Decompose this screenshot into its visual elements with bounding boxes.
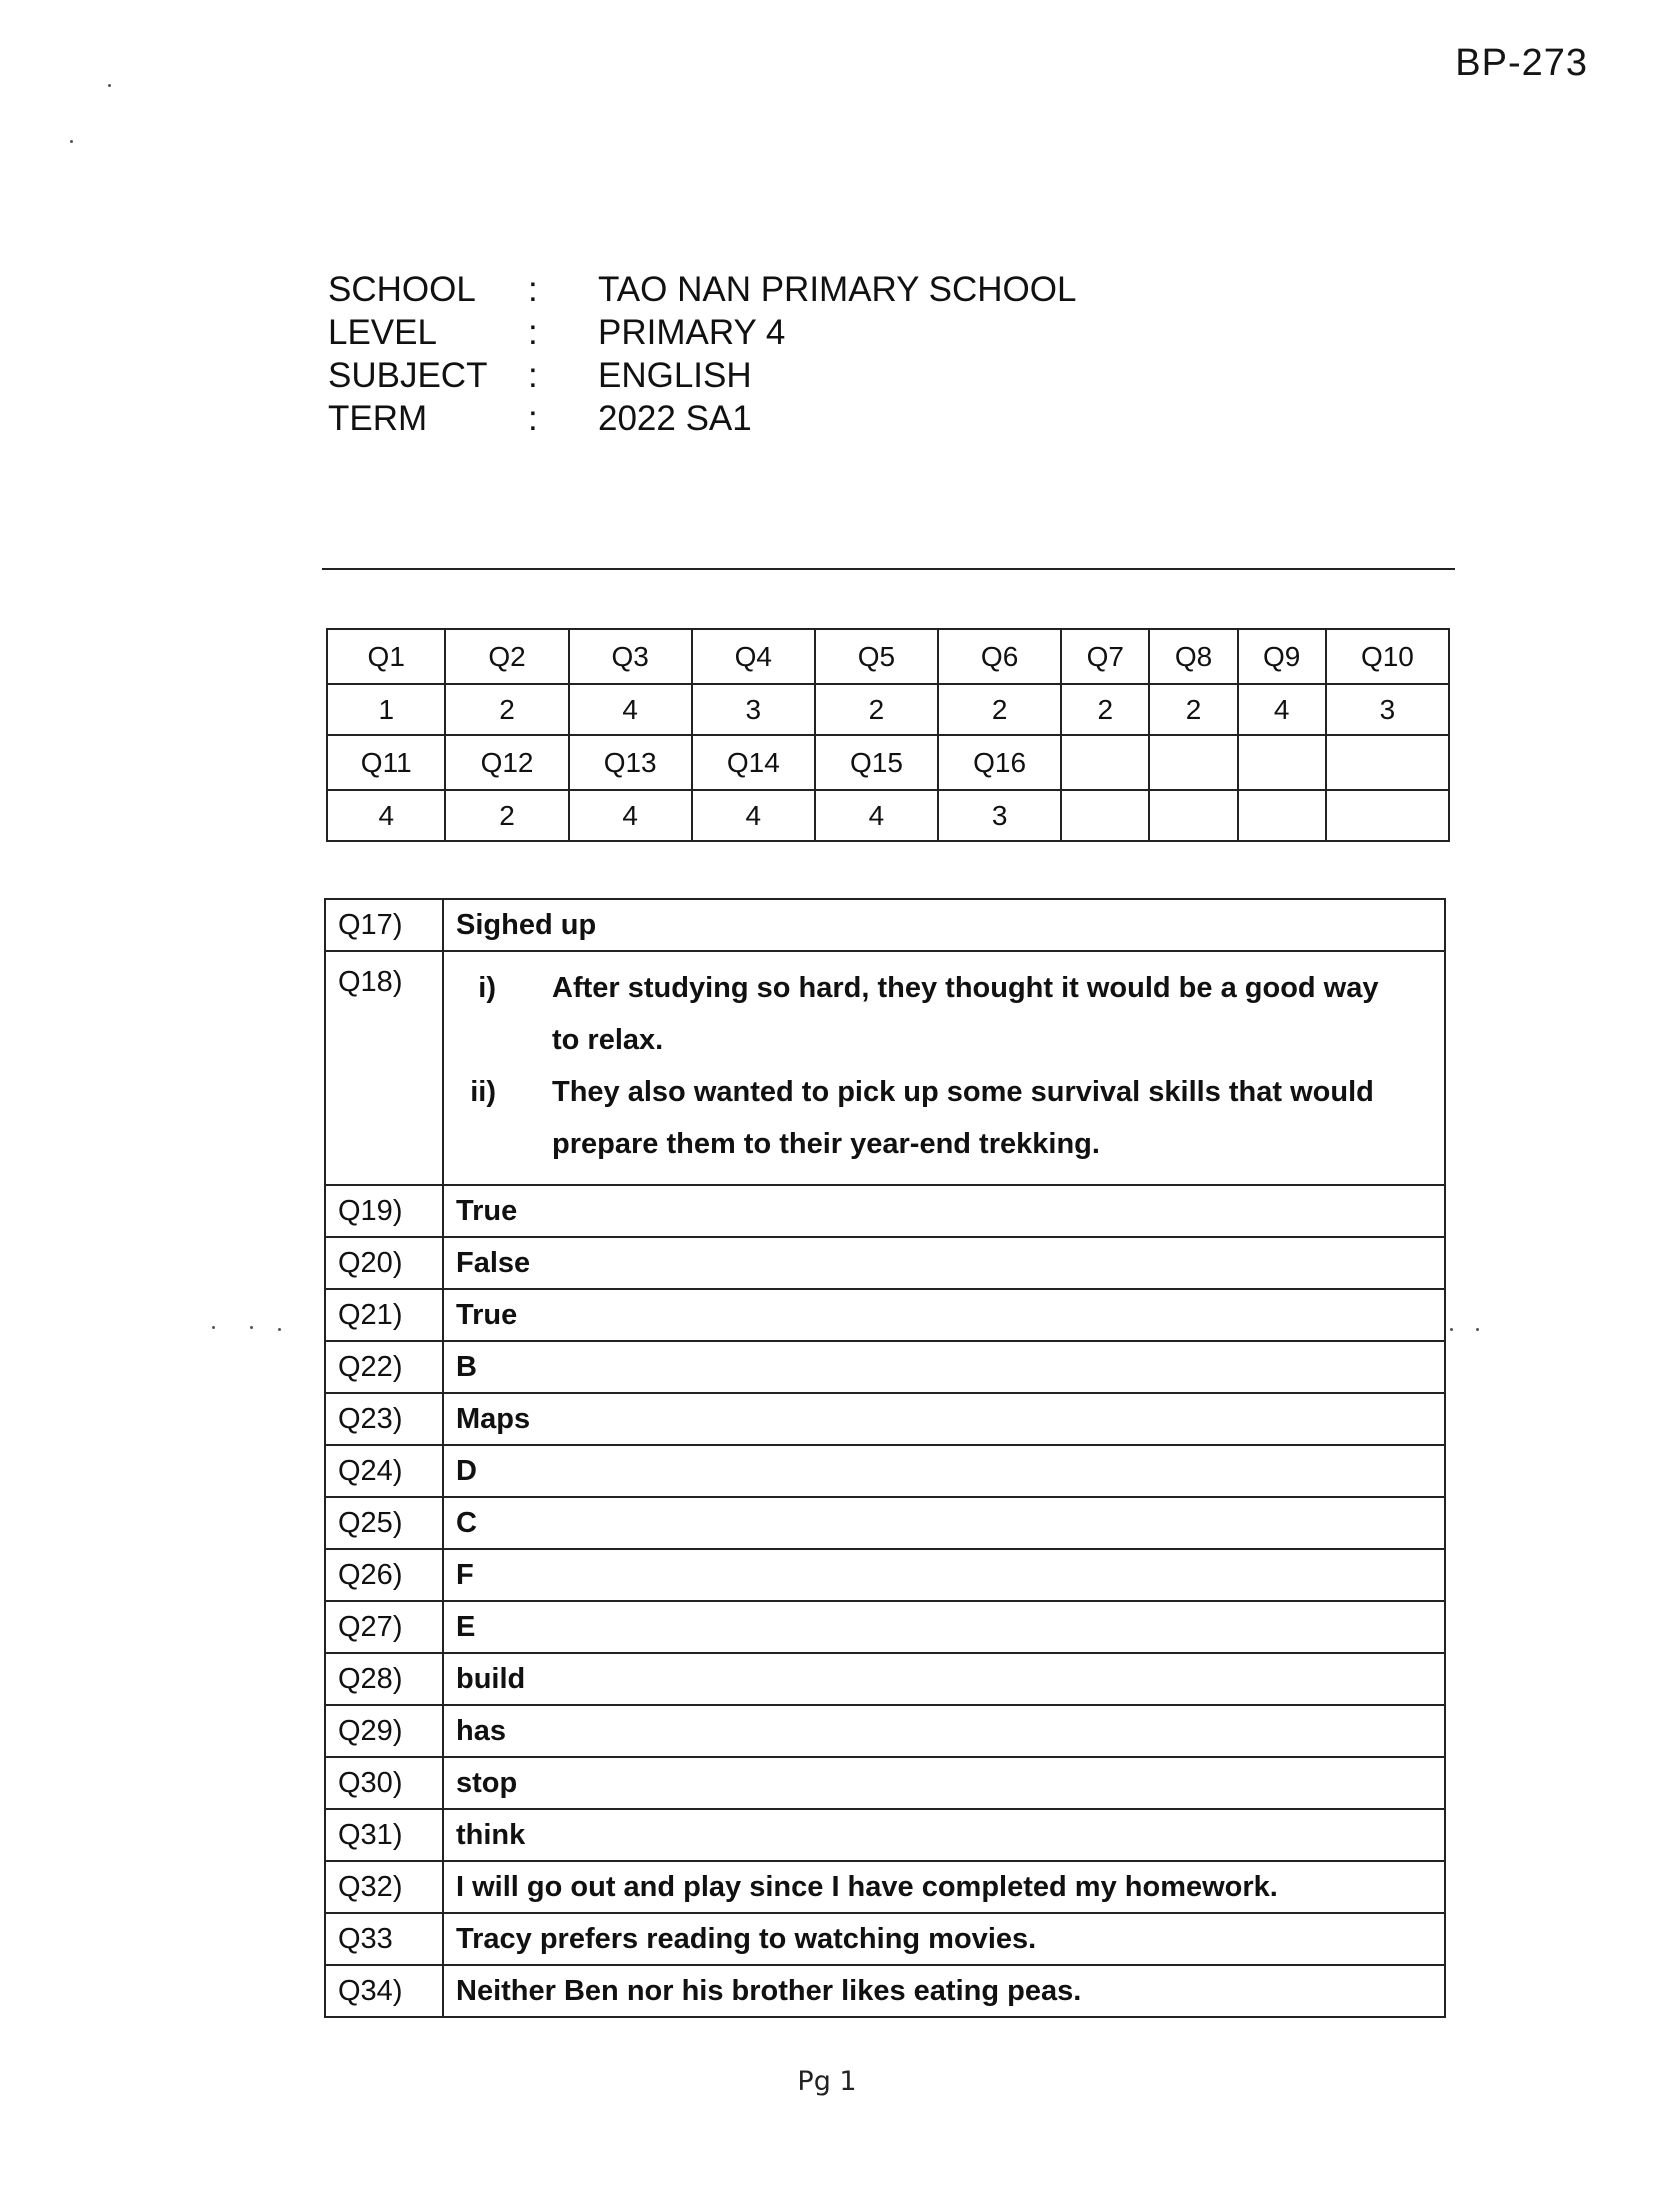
page-number: Pg 1 — [797, 2066, 857, 2097]
scan-speck — [212, 1326, 215, 1329]
question-number: Q20) — [325, 1237, 443, 1289]
mcq-question-cell — [1326, 735, 1449, 790]
header-colon: : — [528, 269, 538, 309]
scan-speck — [1476, 1328, 1479, 1331]
mcq-question-row — [327, 735, 1449, 790]
header-label: SUBJECT — [328, 355, 488, 395]
mcq-answer-cell: 2 — [815, 684, 938, 735]
mcq-question-cell: Q14 — [692, 735, 815, 790]
answer-cell: Tracy prefers reading to watching movies. — [443, 1913, 1445, 1965]
question-number: Q27) — [325, 1601, 443, 1653]
mcq-question-cell: Q10 — [1326, 629, 1449, 684]
open-answer-table — [324, 898, 1446, 2018]
question-number: Q22) — [325, 1341, 443, 1393]
mcq-answer-cell: 3 — [692, 684, 815, 735]
exam-header — [328, 268, 1076, 440]
answer-cell: F — [443, 1549, 1445, 1601]
answer-cell: Neither Ben nor his brother likes eating peas. — [443, 1965, 1445, 2017]
header-colon: : — [528, 398, 538, 438]
question-number: Q29) — [325, 1705, 443, 1757]
mcq-question-cell — [1238, 735, 1326, 790]
answer-row — [325, 1705, 1445, 1757]
mcq-answer-cell — [1149, 790, 1237, 841]
answer-cell: False — [443, 1237, 1445, 1289]
mcq-question-cell: Q6 — [938, 629, 1061, 684]
mcq-question-cell: Q12 — [445, 735, 568, 790]
sub-answer — [456, 962, 1444, 1066]
document-code: BP-273 — [1455, 42, 1588, 84]
mcq-question-cell: Q5 — [815, 629, 938, 684]
mcq-answer-cell: 4 — [327, 790, 445, 841]
mcq-answer-cell: 2 — [938, 684, 1061, 735]
header-label: TERM — [328, 398, 428, 438]
mcq-question-cell — [1149, 735, 1237, 790]
answer-cell: C — [443, 1497, 1445, 1549]
header-colon: : — [528, 355, 538, 395]
mcq-question-row — [327, 629, 1449, 684]
question-number: Q21) — [325, 1289, 443, 1341]
sub-answer-text: After studying so hard, they thought it would be a good way to relax. — [552, 972, 1379, 1056]
mcq-answer-cell: 2 — [1149, 684, 1237, 735]
mcq-answer-cell: 3 — [1326, 684, 1449, 735]
answer-row — [325, 1497, 1445, 1549]
header-row-level — [328, 311, 1076, 354]
answer-row — [325, 1653, 1445, 1705]
answer-row — [325, 1289, 1445, 1341]
mcq-answer-cell — [1326, 790, 1449, 841]
question-number: Q25) — [325, 1497, 443, 1549]
header-row-school — [328, 268, 1076, 311]
header-value: TAO NAN PRIMARY SCHOOL — [598, 269, 1077, 309]
scan-speck — [70, 140, 73, 143]
header-value: ENGLISH — [598, 355, 752, 395]
divider-rule — [322, 568, 1455, 570]
answer-row — [325, 1965, 1445, 2017]
question-number: Q34) — [325, 1965, 443, 2017]
mcq-answer-cell: 4 — [569, 684, 692, 735]
answer-row — [325, 1445, 1445, 1497]
mcq-question-cell: Q13 — [569, 735, 692, 790]
mcq-answer-cell: 2 — [445, 790, 568, 841]
header-value: PRIMARY 4 — [598, 312, 786, 352]
question-number: Q26) — [325, 1549, 443, 1601]
mcq-question-cell: Q16 — [938, 735, 1061, 790]
answer-cell: stop — [443, 1757, 1445, 1809]
mcq-question-cell: Q2 — [445, 629, 568, 684]
answer-row — [325, 1809, 1445, 1861]
question-number: Q18) — [325, 951, 443, 1185]
mcq-question-cell: Q1 — [327, 629, 445, 684]
answer-row — [325, 1549, 1445, 1601]
sub-answer-number: i) — [478, 972, 496, 1004]
mcq-answer-cell: 4 — [569, 790, 692, 841]
header-label: SCHOOL — [328, 269, 476, 309]
answer-row — [325, 899, 1445, 951]
answer-cell: has — [443, 1705, 1445, 1757]
answer-row — [325, 1757, 1445, 1809]
mcq-answer-row — [327, 790, 1449, 841]
mcq-answer-cell: 3 — [938, 790, 1061, 841]
mcq-answer-cell: 2 — [445, 684, 568, 735]
question-number: Q30) — [325, 1757, 443, 1809]
mcq-answer-cell: 4 — [1238, 684, 1326, 735]
mcq-question-cell: Q15 — [815, 735, 938, 790]
answer-cell: E — [443, 1601, 1445, 1653]
question-number: Q17) — [325, 899, 443, 951]
scan-speck — [278, 1328, 281, 1331]
answer-row — [325, 1237, 1445, 1289]
header-value: 2022 SA1 — [598, 398, 752, 438]
mcq-question-cell: Q7 — [1061, 629, 1149, 684]
answer-row — [325, 1601, 1445, 1653]
header-colon: : — [528, 312, 538, 352]
mcq-answer-cell: 1 — [327, 684, 445, 735]
scan-speck — [1450, 1328, 1453, 1331]
answer-cell: I will go out and play since I have completed my homework. — [443, 1861, 1445, 1913]
answer-row — [325, 1913, 1445, 1965]
mcq-question-cell — [1061, 735, 1149, 790]
mcq-question-cell: Q3 — [569, 629, 692, 684]
mcq-answer-row — [327, 684, 1449, 735]
answer-row — [325, 1185, 1445, 1237]
header-row-subject — [328, 354, 1076, 397]
answer-row — [325, 1341, 1445, 1393]
mcq-question-cell: Q4 — [692, 629, 815, 684]
answer-cell: Maps — [443, 1393, 1445, 1445]
mcq-question-cell: Q11 — [327, 735, 445, 790]
question-number: Q24) — [325, 1445, 443, 1497]
answer-cell: think — [443, 1809, 1445, 1861]
mcq-question-cell: Q8 — [1149, 629, 1237, 684]
scan-speck — [250, 1326, 253, 1329]
answer-cell: build — [443, 1653, 1445, 1705]
question-number: Q28) — [325, 1653, 443, 1705]
mcq-answer-cell — [1238, 790, 1326, 841]
mcq-question-cell: Q9 — [1238, 629, 1326, 684]
sub-answer-text: They also wanted to pick up some survival skills that would prepare them to their year-end trekking. — [552, 1076, 1374, 1160]
header-row-term — [328, 397, 1076, 440]
mcq-answer-cell: 4 — [692, 790, 815, 841]
scan-speck — [108, 84, 111, 87]
answer-row — [325, 1393, 1445, 1445]
answer-row — [325, 951, 1445, 1185]
mcq-answer-table — [326, 628, 1450, 842]
mcq-answer-cell — [1061, 790, 1149, 841]
question-number: Q19) — [325, 1185, 443, 1237]
mcq-answer-cell: 2 — [1061, 684, 1149, 735]
answer-cell: True — [443, 1289, 1445, 1341]
header-label: LEVEL — [328, 312, 437, 352]
answer-cell: D — [443, 1445, 1445, 1497]
question-number: Q33 — [325, 1913, 443, 1965]
answer-cell: True — [443, 1185, 1445, 1237]
answer-cell — [443, 951, 1445, 1185]
question-number: Q31) — [325, 1809, 443, 1861]
answer-row — [325, 1861, 1445, 1913]
mcq-answer-cell: 4 — [815, 790, 938, 841]
question-number: Q32) — [325, 1861, 443, 1913]
answer-cell: Sighed up — [443, 899, 1445, 951]
question-number: Q23) — [325, 1393, 443, 1445]
sub-answer-number: ii) — [470, 1076, 496, 1108]
answer-cell: B — [443, 1341, 1445, 1393]
sub-answer — [456, 1066, 1444, 1170]
